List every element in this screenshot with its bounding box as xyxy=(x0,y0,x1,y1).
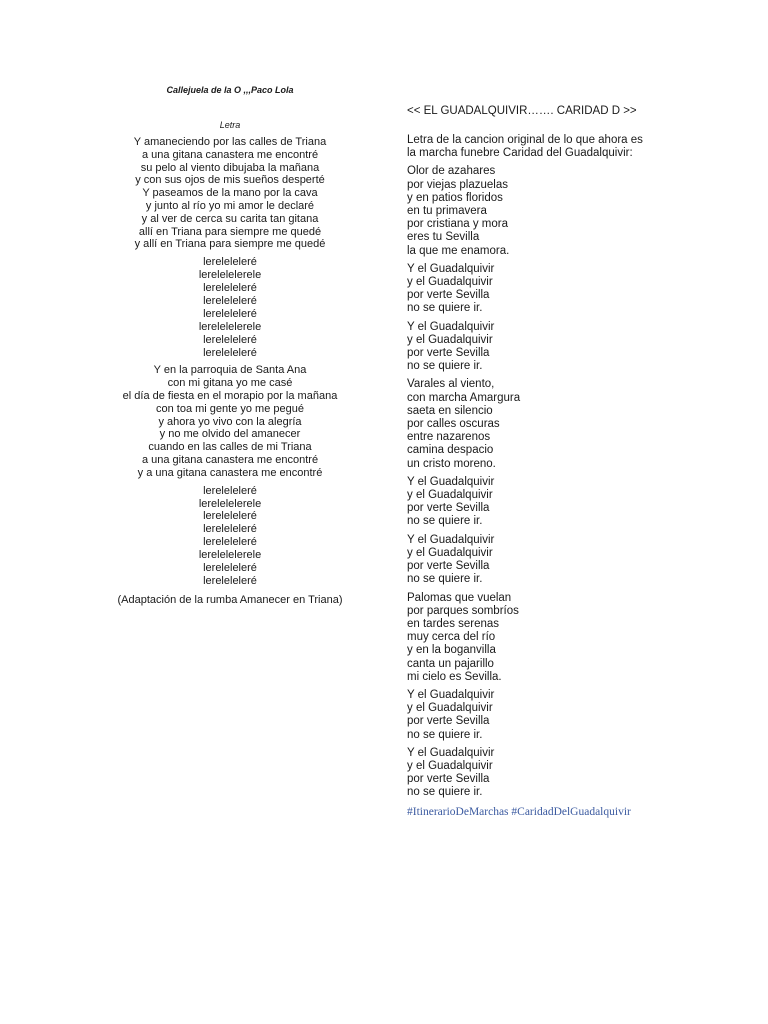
chorus xyxy=(407,747,737,800)
lyric-line: canta un pajarillo xyxy=(407,657,494,670)
intro-line: Letra de la cancion original de lo que ahora es xyxy=(407,134,643,146)
lyric-line: por cristiana y mora xyxy=(407,218,508,231)
lyric-line: y junto al río yo mi amor le declaré xyxy=(145,199,315,212)
lyric-line: Olor de azahares xyxy=(407,165,496,178)
refrain-line: lereleleleré xyxy=(203,294,257,307)
left-refrain-2 xyxy=(100,485,360,588)
lyric-line: Palomas que vuelan xyxy=(407,591,512,604)
chorus-line: y el Guadalquivir xyxy=(407,489,493,502)
left-stanza-2 xyxy=(100,364,360,479)
chorus-line: Y el Guadalquivir xyxy=(407,475,495,488)
chorus xyxy=(407,689,737,742)
lyric-line: saeta en silencio xyxy=(407,404,493,417)
refrain-line: lereleleleré xyxy=(203,484,257,497)
refrain-line: lereleleleré xyxy=(203,510,257,523)
lyric-line: y a una gitana canastera me encontré xyxy=(137,466,323,479)
lyric-line: y al ver de cerca su carita tan gitana xyxy=(141,212,319,225)
lyric-line: camina despacio xyxy=(407,444,494,457)
lyric-line: muy cerca del río xyxy=(407,631,496,644)
hashtags-link[interactable]: #ItinerarioDeMarchas #CaridadDelGuadalquivir xyxy=(407,805,631,818)
refrain-line: lerelelelerele xyxy=(198,320,262,333)
lyric-line: con mi gitana yo me casé xyxy=(167,377,293,390)
refrain-line: lereleleleré xyxy=(203,333,257,346)
lyric-line: Y paseamos de la mano por la cava xyxy=(142,187,318,200)
refrain-line: lereleleleré xyxy=(203,346,257,359)
guadalquivir-title: << EL GUADALQUIVIR……. CARIDAD D >> xyxy=(407,105,637,117)
lyric-line: allí en Triana para siempre me quedé xyxy=(138,225,322,238)
lyric-line: Varales al viento, xyxy=(407,378,495,391)
chorus-line: y el Guadalquivir xyxy=(407,702,493,715)
refrain-line: lereleleleré xyxy=(203,574,257,587)
lyric-line: con toa mi gente yo me pegué xyxy=(156,402,304,415)
intro-line: la marcha funebre Caridad del Guadalquivir: xyxy=(407,147,633,160)
chorus-line: no se quiere ir. xyxy=(407,360,483,373)
chorus-line: Y el Guadalquivir xyxy=(407,533,495,546)
lyric-line: por viejas plazuelas xyxy=(407,178,509,191)
adaptation-note: (Adaptación de la rumba Amanecer en Triana) xyxy=(117,593,343,606)
chorus-line: por verte Sevilla xyxy=(407,560,490,573)
left-refrain-1 xyxy=(100,256,360,359)
chorus-line: por verte Sevilla xyxy=(407,715,490,728)
lyric-line: eres tu Sevilla xyxy=(407,231,480,244)
chorus-line: no se quiere ir. xyxy=(407,302,483,315)
lyric-line: entre nazarenos xyxy=(407,431,491,444)
right-lyrics-column xyxy=(407,104,737,819)
chorus-line: no se quiere ir. xyxy=(407,728,483,741)
refrain-line: lerelelelerele xyxy=(198,497,262,510)
lyric-line: un cristo moreno. xyxy=(407,457,496,470)
lyric-line: y con sus ojos de mis sueños desperté xyxy=(135,174,325,187)
chorus-line: por verte Sevilla xyxy=(407,773,490,786)
lyric-line: y en la boganvilla xyxy=(407,644,496,657)
lyric-line: la que me enamora. xyxy=(407,244,510,257)
chorus-line: por verte Sevilla xyxy=(407,502,490,515)
chorus-line: Y el Guadalquivir xyxy=(407,262,495,275)
left-lyrics-column xyxy=(100,84,360,607)
lyric-line: y allí en Triana para siempre me quedé xyxy=(134,238,326,251)
chorus xyxy=(407,321,737,374)
lyric-line: el día de fiesta en el morapio por la mañana xyxy=(122,390,338,403)
song-title-callejuela: Callejuela de la O ,,,Paco Lola xyxy=(166,85,294,95)
chorus-line: y el Guadalquivir xyxy=(407,333,493,346)
refrain-line: lereleleleré xyxy=(203,536,257,549)
right-stanza-3 xyxy=(407,592,737,684)
chorus-line: Y el Guadalquivir xyxy=(407,688,495,701)
left-stanza-1 xyxy=(100,136,360,251)
intro-paragraph xyxy=(407,134,737,160)
lyric-line: cuando en las calles de mi Triana xyxy=(148,441,312,454)
chorus-line: por verte Sevilla xyxy=(407,289,490,302)
lyric-line: por calles oscuras xyxy=(407,418,500,431)
refrain-line: lereleleleré xyxy=(203,523,257,536)
right-stanza-2 xyxy=(407,378,737,470)
right-stanza-1 xyxy=(407,165,737,257)
lyric-line: en tardes serenas xyxy=(407,617,500,630)
chorus xyxy=(407,476,737,529)
lyric-line: y en patios floridos xyxy=(407,191,503,204)
refrain-line: lerelelelerele xyxy=(198,549,262,562)
chorus-line: Y el Guadalquivir xyxy=(407,320,495,333)
chorus-line: no se quiere ir. xyxy=(407,573,483,586)
refrain-line: lereleleleré xyxy=(203,256,257,269)
lyric-line: a una gitana canastera me encontré xyxy=(141,148,319,161)
letra-label: Letra xyxy=(219,120,241,130)
lyric-line: Y en la parroquia de Santa Ana xyxy=(153,364,307,377)
lyric-line: y ahora yo vivo con la alegría xyxy=(158,415,302,428)
chorus xyxy=(407,534,737,587)
lyric-line: y no me olvido del amanecer xyxy=(159,428,301,441)
chorus-line: y el Guadalquivir xyxy=(407,759,493,772)
refrain-line: lereleleleré xyxy=(203,281,257,294)
lyric-line: su pelo al viento dibujaba la mañana xyxy=(140,161,320,174)
refrain-line: lereleleleré xyxy=(203,307,257,320)
refrain-line: lerelelelerele xyxy=(198,269,262,282)
refrain-line: lereleleleré xyxy=(203,562,257,575)
lyric-line: en tu primavera xyxy=(407,205,487,218)
lyric-line: por parques sombríos xyxy=(407,604,519,617)
chorus-line: no se quiere ir. xyxy=(407,515,483,528)
chorus xyxy=(407,263,737,316)
lyric-line: con marcha Amargura xyxy=(407,391,521,404)
lyric-line: a una gitana canastera me encontré xyxy=(141,454,319,466)
lyric-line: Y amaneciendo por las calles de Triana xyxy=(133,136,327,148)
chorus-line: y el Guadalquivir xyxy=(407,276,493,289)
chorus-line: por verte Sevilla xyxy=(407,347,490,360)
chorus-line: Y el Guadalquivir xyxy=(407,746,495,759)
lyric-line: mi cielo es Sevilla. xyxy=(407,670,502,683)
chorus-line: y el Guadalquivir xyxy=(407,546,493,559)
chorus-line: no se quiere ir. xyxy=(407,786,483,799)
